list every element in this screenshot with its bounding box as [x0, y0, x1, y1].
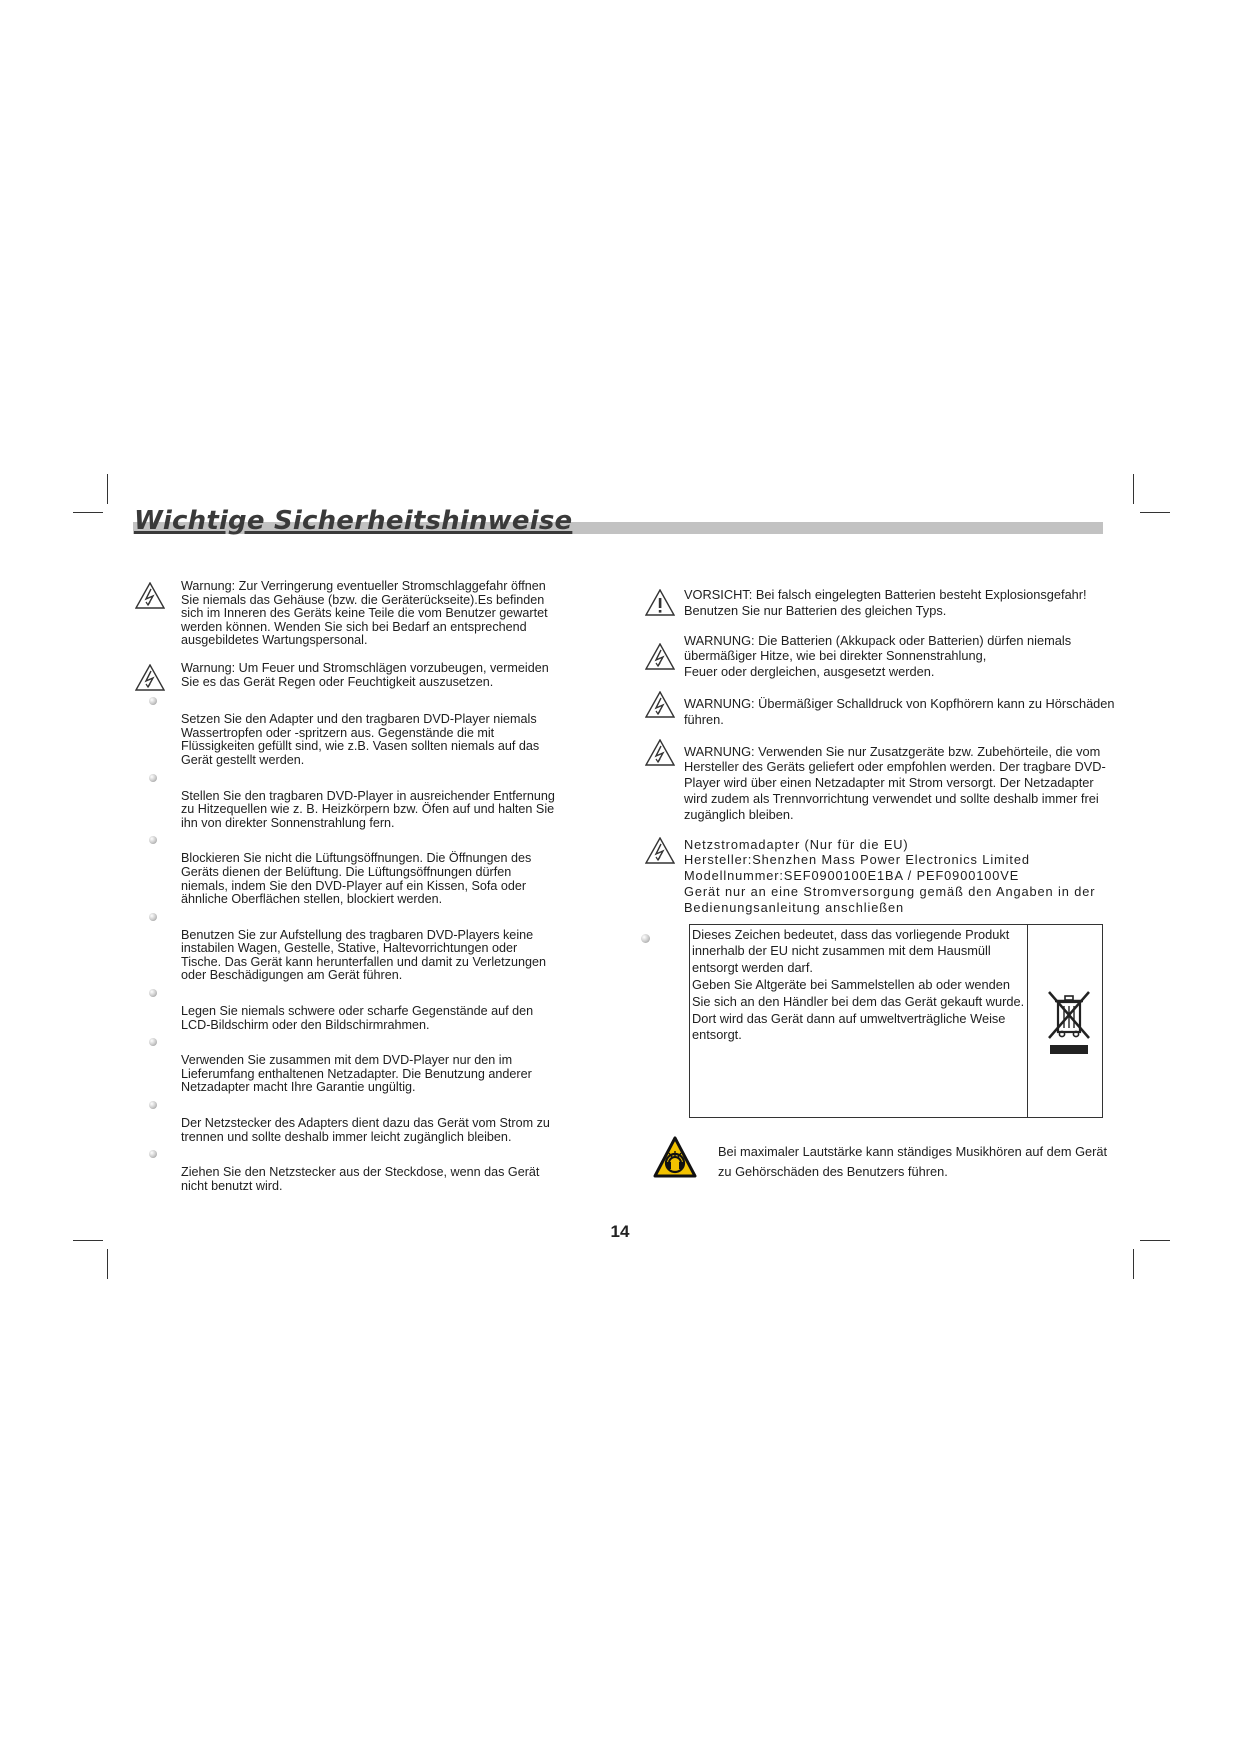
weee-notice	[645, 924, 1115, 1124]
adapter-info-line: Gerät nur an eine Stromversorgung gemäß den Angaben in der Bedienungsanleitung anschließen	[684, 883, 1096, 915]
adapter-info-line: Netzstromadapter (Nur für die EU)	[684, 836, 909, 852]
safety-item-text: Setzen Sie den Adapter und den tragbaren DVD-Player niemals Wassertropfen oder -spritzern aus. Gegenstände die mit Flüssigkeiten gefüllt sind, wie z.B. Vasen sollten niemals auf das Gerät gestellt werden.	[181, 712, 540, 767]
crop-mark	[107, 474, 108, 504]
safety-item	[135, 1054, 555, 1095]
safety-item	[645, 744, 1115, 823]
crossed-out-bin-icon	[1046, 990, 1092, 1056]
weee-box	[689, 924, 1103, 1118]
safety-item	[135, 713, 555, 767]
warning-triangle-icon	[645, 643, 675, 670]
safety-item-text: Warnung: Zur Verringerung eventueller Stromschlaggefahr öffnen Sie niemals das Gehäuse (bzw. die Geräterückseite).Es befinden sich im Inneren des Geräts keine Teile die vom Benutzer gewartet werden können. Wenden Sie sich bei Bedarf an entsprechend ausgebildetes Wartungspersonal.	[181, 579, 548, 648]
warning-triangle-icon	[645, 739, 675, 766]
safety-item-text: Blockieren Sie nicht die Lüftungsöffnungen. Die Öffnungen des Geräts dienen der Belüftung. Die Lüftungsöffnungen dürfen niemals, indem Sie den DVD-Player auf ein Kissen, Sofa oder ähnliche Oberflächen stellen, blockiert werden.	[181, 851, 532, 907]
warning-triangle-icon	[135, 664, 165, 691]
crop-mark	[73, 512, 103, 513]
safety-item	[645, 587, 1115, 619]
safety-item-text: VORSICHT: Bei falsch eingelegten Batterien besteht Explosionsgefahr! Benutzen Sie nur Batterien des gleichen Typs.	[684, 587, 1087, 618]
crop-mark	[1133, 1249, 1134, 1279]
safety-item-text: Benutzen Sie zur Aufstellung des tragbaren DVD-Players keine instabilen Wagen, Gestelle, Stative, Haltevorrichtungen oder Tische. Das Gerät kann herunterfallen und damit zu Verletzungen oder Beschädigungen am Gerät führen.	[181, 927, 546, 983]
volume-warning-text: Bei maximaler Lautstärke kann ständiges Musikhören auf dem Gerät zu Gehörschäden des Benutzers führen.	[718, 1143, 1108, 1179]
hearing-warning-icon	[653, 1136, 697, 1180]
crop-mark	[1133, 474, 1134, 504]
warning-triangle-icon	[645, 691, 675, 718]
safety-item	[135, 852, 555, 906]
crop-mark	[73, 1240, 103, 1241]
crop-mark	[1140, 1240, 1170, 1241]
bullet-icon	[149, 774, 157, 782]
safety-item-text: Feuer oder dergleichen, ausgesetzt werden.	[684, 664, 935, 680]
adapter-info-line: Modellnummer:SEF0900100E1BA / PEF0900100VE	[684, 868, 1020, 884]
bullet-icon	[149, 1038, 157, 1046]
safety-item	[135, 790, 555, 831]
safety-item	[135, 1166, 555, 1193]
adapter-info	[645, 837, 1115, 916]
left-column	[135, 580, 555, 1207]
bullet-icon	[149, 913, 157, 921]
safety-item-text: Verwenden Sie zusammen mit dem DVD-Player nur den im Lieferumfang enthaltenen Netzadapter. Die Benutzung anderer Netzadapter macht Ihre Garantie ungültig.	[181, 1053, 532, 1095]
page-title: Wichtige Sicherheitshinweise	[134, 506, 573, 536]
safety-item-text: WARNUNG: Übermäßiger Schalldruck von Kopfhörern kann zu Hörschäden führen.	[684, 695, 1115, 727]
safety-item	[135, 662, 555, 689]
safety-item-text: WARNUNG: Verwenden Sie nur Zusatzgeräte bzw. Zubehörteile, die vom Hersteller des Geräts geliefert oder empfohlen werden. Der tragbare DVD-Player wird über einen Netzadapter mit Strom versorgt. Der Netzadapter wird zudem als Trennvorrichtung verwendet und sollte deshalb immer frei zugänglich bleiben.	[684, 743, 1106, 822]
bullet-icon	[149, 1150, 157, 1158]
page-number: 14	[610, 1222, 630, 1241]
safety-item	[645, 696, 1115, 728]
bullet-icon	[149, 836, 157, 844]
warning-triangle-icon	[135, 582, 165, 609]
bullet-icon	[149, 1101, 157, 1109]
crop-mark	[107, 1249, 108, 1279]
weee-icon-cell	[1028, 925, 1102, 1117]
bullet-icon	[149, 697, 157, 705]
safety-item	[135, 580, 555, 648]
bullet-icon	[641, 934, 650, 943]
safety-item	[135, 929, 555, 983]
safety-item-text: Warnung: Um Feuer und Stromschlägen vorzubeugen, vermeiden Sie es das Gerät Regen oder Feuchtigkeit auszusetzen.	[181, 660, 549, 689]
weee-text-line: Dieses Zeichen bedeutet, dass das vorliegende Produkt innerhalb der EU nicht zusammen mit dem Hausmüll entsorgt werden darf.	[692, 926, 1010, 976]
safety-item-text: Legen Sie niemals schwere oder scharfe Gegenstände auf den LCD-Bildschirm oder den Bildschirmrahmen.	[181, 1004, 534, 1032]
exclamation-triangle-icon	[645, 589, 675, 616]
safety-item-text: Stellen Sie den tragbaren DVD-Player in ausreichender Entfernung zu Hitzequellen wie z. B. Heizkörpern bzw. Öfen auf und halten Sie ihn von direkter Sonnenstrahlung fern.	[181, 788, 555, 830]
warning-triangle-icon	[645, 837, 675, 864]
safety-item	[645, 633, 1115, 680]
weee-text	[690, 925, 1028, 1117]
bullet-icon	[149, 989, 157, 997]
volume-warning	[645, 1136, 1115, 1186]
safety-item	[135, 1117, 555, 1144]
safety-item-text: Ziehen Sie den Netzstecker aus der Steckdose, wenn das Gerät nicht benutzt wird.	[181, 1165, 540, 1193]
adapter-info-line: Hersteller:Shenzhen Mass Power Electronics Limited	[684, 852, 1030, 868]
right-column	[645, 587, 1115, 1186]
crop-mark	[1140, 512, 1170, 513]
safety-item	[135, 1005, 555, 1032]
safety-item-text: WARNUNG: Die Batterien (Akkupack oder Batterien) dürfen niemals übermäßiger Hitze, wie bei direkter Sonnenstrahlung,	[684, 632, 1072, 664]
safety-item-text: Der Netzstecker des Adapters dient dazu das Gerät vom Strom zu trennen und sollte deshalb immer leicht zugänglich bleiben.	[181, 1116, 550, 1144]
weee-text-line: Geben Sie Altgeräte bei Sammelstellen ab oder wenden Sie sich an den Händler bei dem das Gerät gekauft wurde. Dort wird das Gerät dann auf umweltverträgliche Weise entsorgt.	[692, 976, 1025, 1043]
